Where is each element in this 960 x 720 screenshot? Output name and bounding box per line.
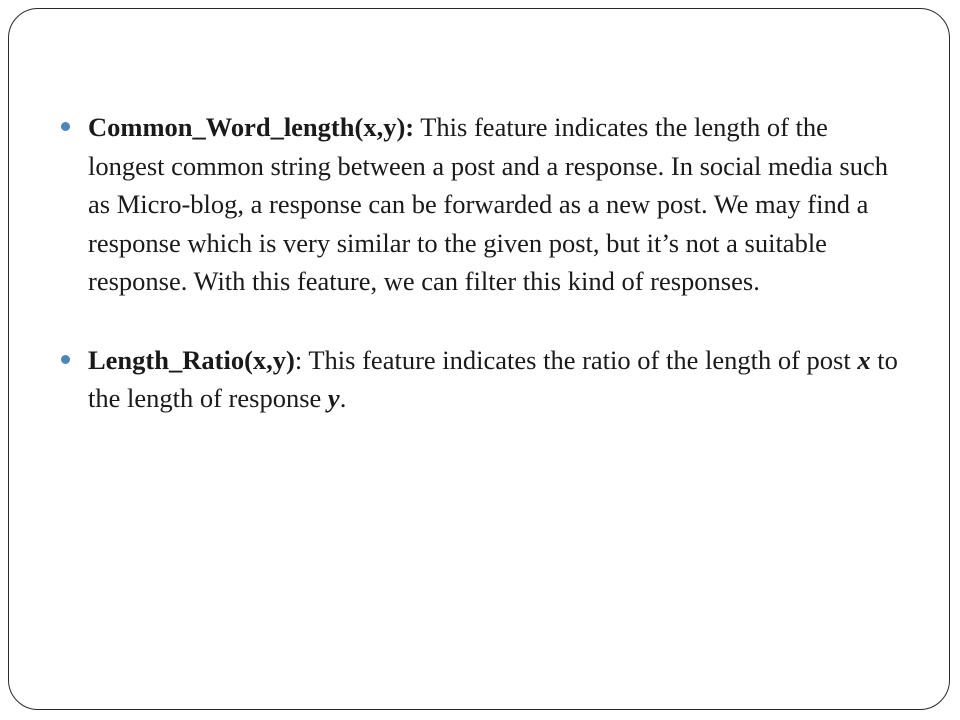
variable-x: x <box>857 344 871 375</box>
feature-term: Length_Ratio(x,y) <box>88 344 295 375</box>
sentence-end: . <box>339 383 347 413</box>
term-separator: : <box>294 344 303 375</box>
feature-description: This feature indicates the length of the longest common string between a post and a response. In social media such as Micro-blog, a response can be forwarded as a new post. We may find a response which is very similar to the given post, but it’s not a suitable response. With this feature, we can filter this kind of responses. <box>88 112 888 296</box>
bullet-dot-icon <box>61 122 70 131</box>
feature-description-part: to the length of response <box>88 344 898 413</box>
bullet-item-length-ratio <box>60 341 910 418</box>
feature-term: Common_Word_length(x,y): <box>88 112 415 142</box>
variable-y: y <box>327 383 340 413</box>
slide-content <box>60 108 910 418</box>
bullet-item-common-word-length <box>60 108 910 301</box>
bullet-dot-icon <box>61 355 70 364</box>
feature-description-part: This feature indicates the ratio of the length of post <box>308 344 851 375</box>
